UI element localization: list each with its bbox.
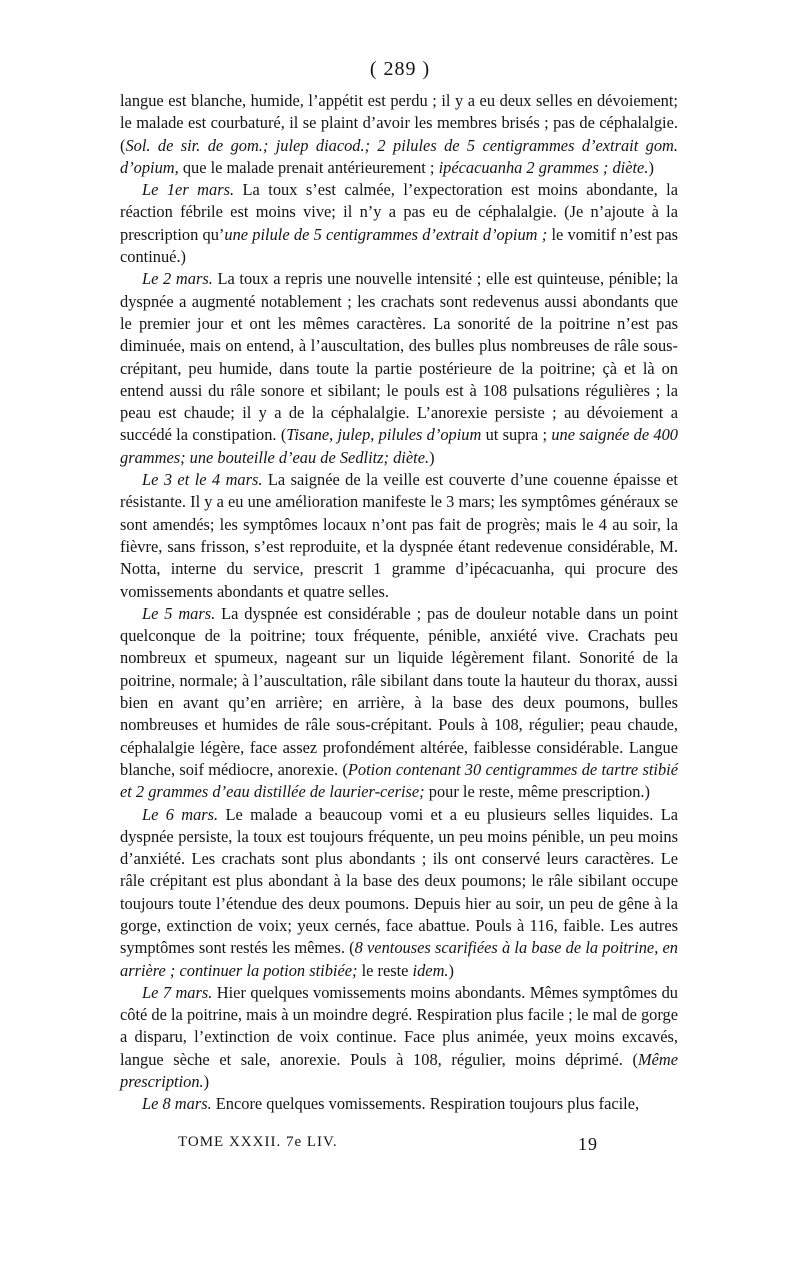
italic-text: ipécacuanha 2 grammes ; diète.	[438, 157, 649, 177]
paragraph	[120, 179, 678, 268]
text-run: )	[203, 1072, 210, 1092]
text-run: langue est blanche, humide, l’appétit est perdu ; il y a eu deux selles en dévoiement; le malade est courbaturé, il se plaint d’avoir les membres brisés ; pas de céphalalgie. (	[120, 91, 678, 155]
text-run: La dyspnée est considérable ; pas de douleur notable dans un point quelconque de la poitrine; toux fréquente, pénible, anxiété vive. Crachats peu nombreux et spumeux, nageant sur un liquide légèrement filant. Sonorité de la poitrine, normale; à l’auscultation, râle sibilant dans toute la hauteur du thorax, aussi bien en avant qu’en arrière; en arrière, à la base des deux poumons, bulles nombreuses et humides de râle sous-crépitant. Pouls à 108, régulier; peau chaude, céphalalgie légère, face assez profondément altérée, faiblesse considérable. Langue blanche, soif médiocre, anorexie. (	[120, 603, 679, 779]
paragraph	[120, 268, 678, 469]
text-run: )	[448, 960, 454, 980]
text-run: ut supra ;	[481, 425, 552, 445]
italic-text: Le 3 et le 4 mars.	[142, 470, 263, 490]
volume-signature: TOME XXXII. 7e LIV.	[178, 1134, 338, 1150]
body-text	[120, 90, 678, 1116]
italic-text: Sol. de sir. de gom.; julep diacod.; 2 pilules de 5 centigrammes d’extrait gom. d’opium,	[120, 135, 678, 177]
paragraph	[120, 469, 678, 603]
italic-text: Le 8 mars.	[142, 1094, 212, 1114]
paragraph	[120, 1093, 678, 1115]
italic-text: Même prescription.	[120, 1049, 678, 1092]
text-run: le reste	[357, 960, 413, 980]
italic-text: Le 5 mars.	[142, 603, 216, 623]
text-run: pour le reste, même prescription.)	[424, 782, 650, 802]
italic-text: une pilule de 5 centigrammes d’extrait d’opium ;	[224, 224, 548, 244]
italic-text: idem.	[412, 960, 449, 980]
italic-text: une saignée de 400 grammes; une bouteille d’eau de Sedlitz; diète.	[120, 425, 679, 467]
italic-text: Le 2 mars.	[142, 269, 213, 289]
paragraph	[120, 982, 678, 1093]
text-run: )	[429, 447, 435, 467]
text-run: le vomitif n’est pas continué.)	[120, 224, 679, 267]
italic-text: Le 6 mars.	[142, 804, 219, 824]
text-run: Encore quelques vomissements. Respiration toujours plus facile,	[211, 1094, 640, 1114]
italic-text: Tisane, julep, pilules d’opium	[286, 425, 482, 445]
text-run: que le malade prenait antérieurement ;	[178, 157, 439, 177]
page-number: ( 289 )	[369, 58, 431, 80]
text-run: Le malade a beaucoup vomi et a eu plusieurs selles liquides. La dyspnée persiste, la toux est toujours fréquente, un peu moins pénible, un peu moins d’anxiété. Les crachats sont plus abondants ; ils ont conservé leurs caractères. Le râle crépitant est plus abondant à la base des deux poumons; le râle sibilant occupe toujours toute l’étendue des deux poumons. Depuis hier au soir, un peu de gêne à la gorge, extinction de voix; yeux cernés, face abattue. Pouls à 116, faible. Les autres symptômes sont restés les mêmes. (	[120, 804, 679, 958]
italic-text: Potion contenant 30 centigrammes de tartre stibié et 2 grammes d’eau distillée de laurier-cerise;	[120, 759, 679, 802]
sheet-number: 19	[578, 1134, 598, 1154]
italic-text: Le 7 mars.	[142, 982, 213, 1002]
text-run: La toux a repris une nouvelle intensité ; elle est quinteuse, pénible; la dyspnée a augmenté notablement ; les crachats sont redevenus aussi abondants que le premier jour et ont les mêmes caractères. La sonorité de la poitrine n’est pas diminuée, mais on entend, à l’auscultation, des bulles plus nombreuses de râle sous-crépitant, peu humide, dans toute la partie postérieure de la poitrine; çà et là on entend aussi du râle sonore et sibilant; le pouls est à 108 pulsations régulières ; la peau est chaude; il y a de la céphalalgie. L’anorexie persiste ; au dévoiement a succédé la constipation. (	[120, 269, 678, 445]
paragraph	[120, 804, 678, 982]
text-run: La saignée de la veille est couverte d’une couenne épaisse et résistante. Il y a eu une amélioration manifeste le 3 mars; les symptômes généraux se sont amendés; les symptômes locaux n’ont pas fait de progrès; mais le 4 au soir, la fièvre, sans frisson, s’est reproduite, et la dyspnée étant redevenue considérable, M. Notta, interne du service, prescrit 1 gramme d’ipécacuanha, qui procure des vomissements abondants et quatre selles.	[120, 470, 678, 601]
paragraph	[120, 90, 678, 179]
text-run: La toux s’est calmée, l’expectoration est moins abondante, la réaction fébrile est moins vive; il n’y a pas eu de céphalalgie. (Je n’ajoute à la prescription qu’	[120, 180, 678, 244]
paragraph	[120, 603, 678, 804]
italic-text: 8 ventouses scarifiées à la base de la poitrine, en arrière ; continuer la potion stibiée;	[120, 938, 678, 980]
text-run: )	[648, 157, 654, 177]
italic-text: Le 1er mars.	[142, 180, 235, 200]
text-run: Hier quelques vomissements moins abondants. Mêmes symptômes du côté de la poitrine, mais à un moindre degré. Respiration plus facile ; le mal de gorge a disparu, l’extinction de voix continue. Face plus animée, yeux moins excavés, langue sèche et sale, anorexie. Pouls à 108, régulier, moins déprimé. (	[120, 982, 678, 1069]
